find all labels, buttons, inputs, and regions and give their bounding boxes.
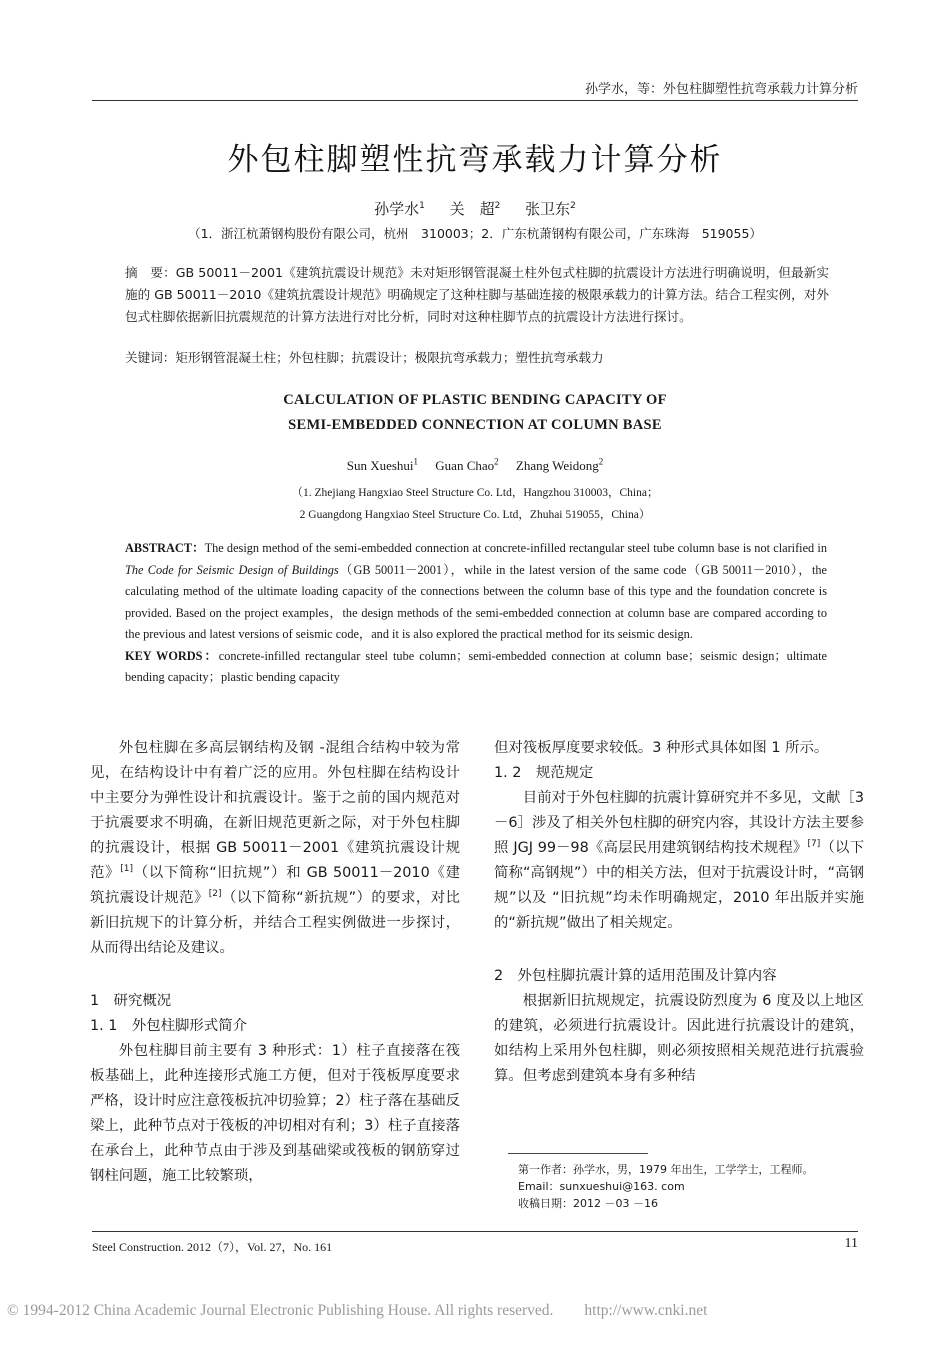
page-title-en xyxy=(0,388,950,438)
author-sup: 1 xyxy=(413,456,419,467)
abstract-cn xyxy=(125,262,829,328)
footnote xyxy=(518,1161,814,1212)
body-paragraph: 但对筏板厚度要求较低。3 种形式具体如图 1 所示。 xyxy=(494,740,829,756)
page-title-cn: 外包柱脚塑性抗弯承载力计算分析 xyxy=(227,142,723,178)
section-heading: 1 研究概况 xyxy=(90,993,172,1009)
section-heading: 2 外包柱脚抗震计算的适用范围及计算内容 xyxy=(494,968,777,984)
body-paragraph: 根据新旧抗规规定，抗震设防烈度为 6 度及以上地区的建筑，必须进行抗震设计。因此进行抗震设计的建筑，如结构上采用外包柱脚，则必须按照相关规范进行抗震验算。但考虑到建筑本身有多种结 xyxy=(494,993,864,1084)
author-name: 关 超 xyxy=(449,200,495,218)
keywords-cn-text: 矩形钢管混凝土柱；外包柱脚；抗震设计；极限抗弯承载力；塑性抗弯承载力 xyxy=(175,350,604,365)
author-sup: 2 xyxy=(494,201,501,211)
code-title-italic: The Code for Seismic Design of Buildings xyxy=(125,562,339,577)
author-name: 孙学水 xyxy=(374,200,420,218)
abstract-en-label: ABSTRACT： xyxy=(125,541,205,555)
title-en-line1: CALCULATION OF PLASTIC BENDING CAPACITY OF xyxy=(283,392,667,408)
body-paragraph xyxy=(494,786,864,936)
title-en-line2: SEMI-EMBEDDED CONNECTION AT COLUMN BASE xyxy=(288,417,662,433)
author-name-en: Zhang Weidong xyxy=(515,458,599,473)
keywords-cn xyxy=(125,347,829,369)
abstract-en xyxy=(125,538,827,689)
intro-paragraph xyxy=(90,736,460,961)
author-sup: 2 xyxy=(570,201,576,211)
intro-text: （以下简称“新抗规”）的要求，对比新旧抗规下的计算分析，并结合工程实例做进一步探讨，从而得出结论及建议。 xyxy=(90,890,460,956)
body-text: 目前对于外包柱脚的抗震计算研究并不多见，文献［3 －6］涉及了相关外包柱脚的研究内容，其设计方法主要参照 JGJ 99－98《高层民用建筑钢结构技术规程》 xyxy=(494,790,864,856)
affiliation-en-line2: 2 Guangdong Hangxiao Steel Structure Co. Ltd，Zhuhai 519055，China） xyxy=(299,509,651,521)
keywords-en-label: KEY WORDS： xyxy=(125,648,219,663)
footnote-author: 第一作者：孙学水，男，1979 年出生，工学学士，工程师。 xyxy=(518,1163,814,1176)
abstract-cn-text: GB 50011－2001《建筑抗震设计规范》未对矩形钢管混凝土柱外包式柱脚的抗震设计方法进行明确说明，但最新实施的 GB 50011－2010《建筑抗震设计规范》明确规定了这种柱脚与基础连接的极限承载力的计算方法。结合工程实例，对外包式柱脚依据新旧抗震规范的计算方法进行对比分析，同时对这种柱脚节点的抗震设计方法进行探讨。 xyxy=(125,265,830,324)
body-paragraph: 外包柱脚目前主要有 3 种形式：1）柱子直接落在筏板基础上，此种连接形式施工方便，但对于筏板厚度要求严格，设计时应注意筏板抗冲切验算；2）柱子落在基础反梁上，此种节点对于筏板的冲切相对有利；3）柱子直接落在承台上，此种节点由于涉及到基础梁或筏板的钢筋穿过钢柱问题，施工比较繁琐， xyxy=(90,1043,460,1184)
copyright-watermark: © 1994-2012 China Academic Journal Electronic Publishing House. All rights reserved. http://www.cnki.net xyxy=(7,1302,708,1319)
intro-text: （以下简称“旧抗规”）和 GB 50011－2010《建筑抗震设计规范》 xyxy=(90,865,460,906)
affiliation-en xyxy=(0,482,950,526)
page-number: 11 xyxy=(844,1236,858,1251)
footnote-received: 收稿日期：2012 －03 －16 xyxy=(518,1197,658,1210)
authors-cn xyxy=(0,198,950,219)
abstract-en-text: （GB 50011－2001），while in the latest version of the same code（GB 50011－2010），the calculating method of the ultimate loading capacity of the connections between the column base of this type and the foundation concrete is provided. Based on the project examples，the design methods of the semi-embedded connection at column base are compared according to the previous and latest versions of seismic code，and it is also explored the practical method for its seismic design. xyxy=(125,562,827,641)
body-column-right xyxy=(494,736,864,1089)
intro-text: 外包柱脚在多高层钢结构及钢 -混组合结构中较为常见，在结构设计中有着广泛的应用。外包柱脚在结构设计中主要分为弹性设计和抗震设计。鉴于之前的国内规范对于抗震要求不明确，在新旧规范更新之际，对于外包柱脚的抗震设计，根据 GB 50011－2001《建筑抗震设计规范》 xyxy=(90,740,460,881)
keywords-en-text: concrete-infilled rectangular steel tube column；semi-embedded connection at column base；seismic design；ultimate bending capacity；plastic bending capacity xyxy=(125,648,827,684)
abstract-cn-label: 摘 要： xyxy=(125,265,176,280)
abstract-en-text: The design method of the semi-embedded connection at concrete-infilled rectangular steel tube column base is not clarified in xyxy=(204,541,827,555)
citation: [2] xyxy=(208,889,222,900)
author-name: 张卫东 xyxy=(525,200,571,218)
affiliation-en-line1: （1. Zhejiang Hangxiao Steel Structure Co. Ltd，Hangzhou 310003，China； xyxy=(291,487,659,499)
authors-en xyxy=(0,458,950,474)
author-name-en: Sun Xueshui xyxy=(346,458,414,473)
footer-rule xyxy=(92,1231,858,1232)
footnote-email: Email：sunxueshui@163. com xyxy=(518,1180,685,1193)
running-head: 孙学水，等：外包柱脚塑性抗弯承载力计算分析 xyxy=(584,82,858,97)
author-sup: 1 xyxy=(419,201,425,211)
body-text: （以下简称“高钢规”）中的相关方法，但对于抗震设计时，“高钢规”以及 “旧抗规”均未作明确规定，2010 年出版并实施的“新抗规”做出了相关规定。 xyxy=(494,840,864,931)
keywords-cn-label: 关键词： xyxy=(125,350,176,365)
subsection-heading: 1. 2 规范规定 xyxy=(494,765,594,781)
subsection-heading: 1. 1 外包柱脚形式简介 xyxy=(90,1018,247,1034)
author-name-en: Guan Chao xyxy=(435,458,495,473)
affiliation-cn: （1．浙江杭萧钢构股份有限公司，杭州 310003；2．广东杭萧钢构有限公司，广东珠海 519055） xyxy=(188,226,762,241)
body-column-left xyxy=(90,736,460,1189)
header-rule xyxy=(92,100,858,101)
citation: [7] xyxy=(807,839,821,850)
citation: [1] xyxy=(120,864,133,875)
author-sup: 2 xyxy=(598,456,604,467)
author-sup: 2 xyxy=(494,456,499,467)
journal-citation: Steel Construction. 2012（7），Vol. 27，No. 161 xyxy=(92,1240,333,1254)
footnote-rule xyxy=(508,1153,648,1154)
